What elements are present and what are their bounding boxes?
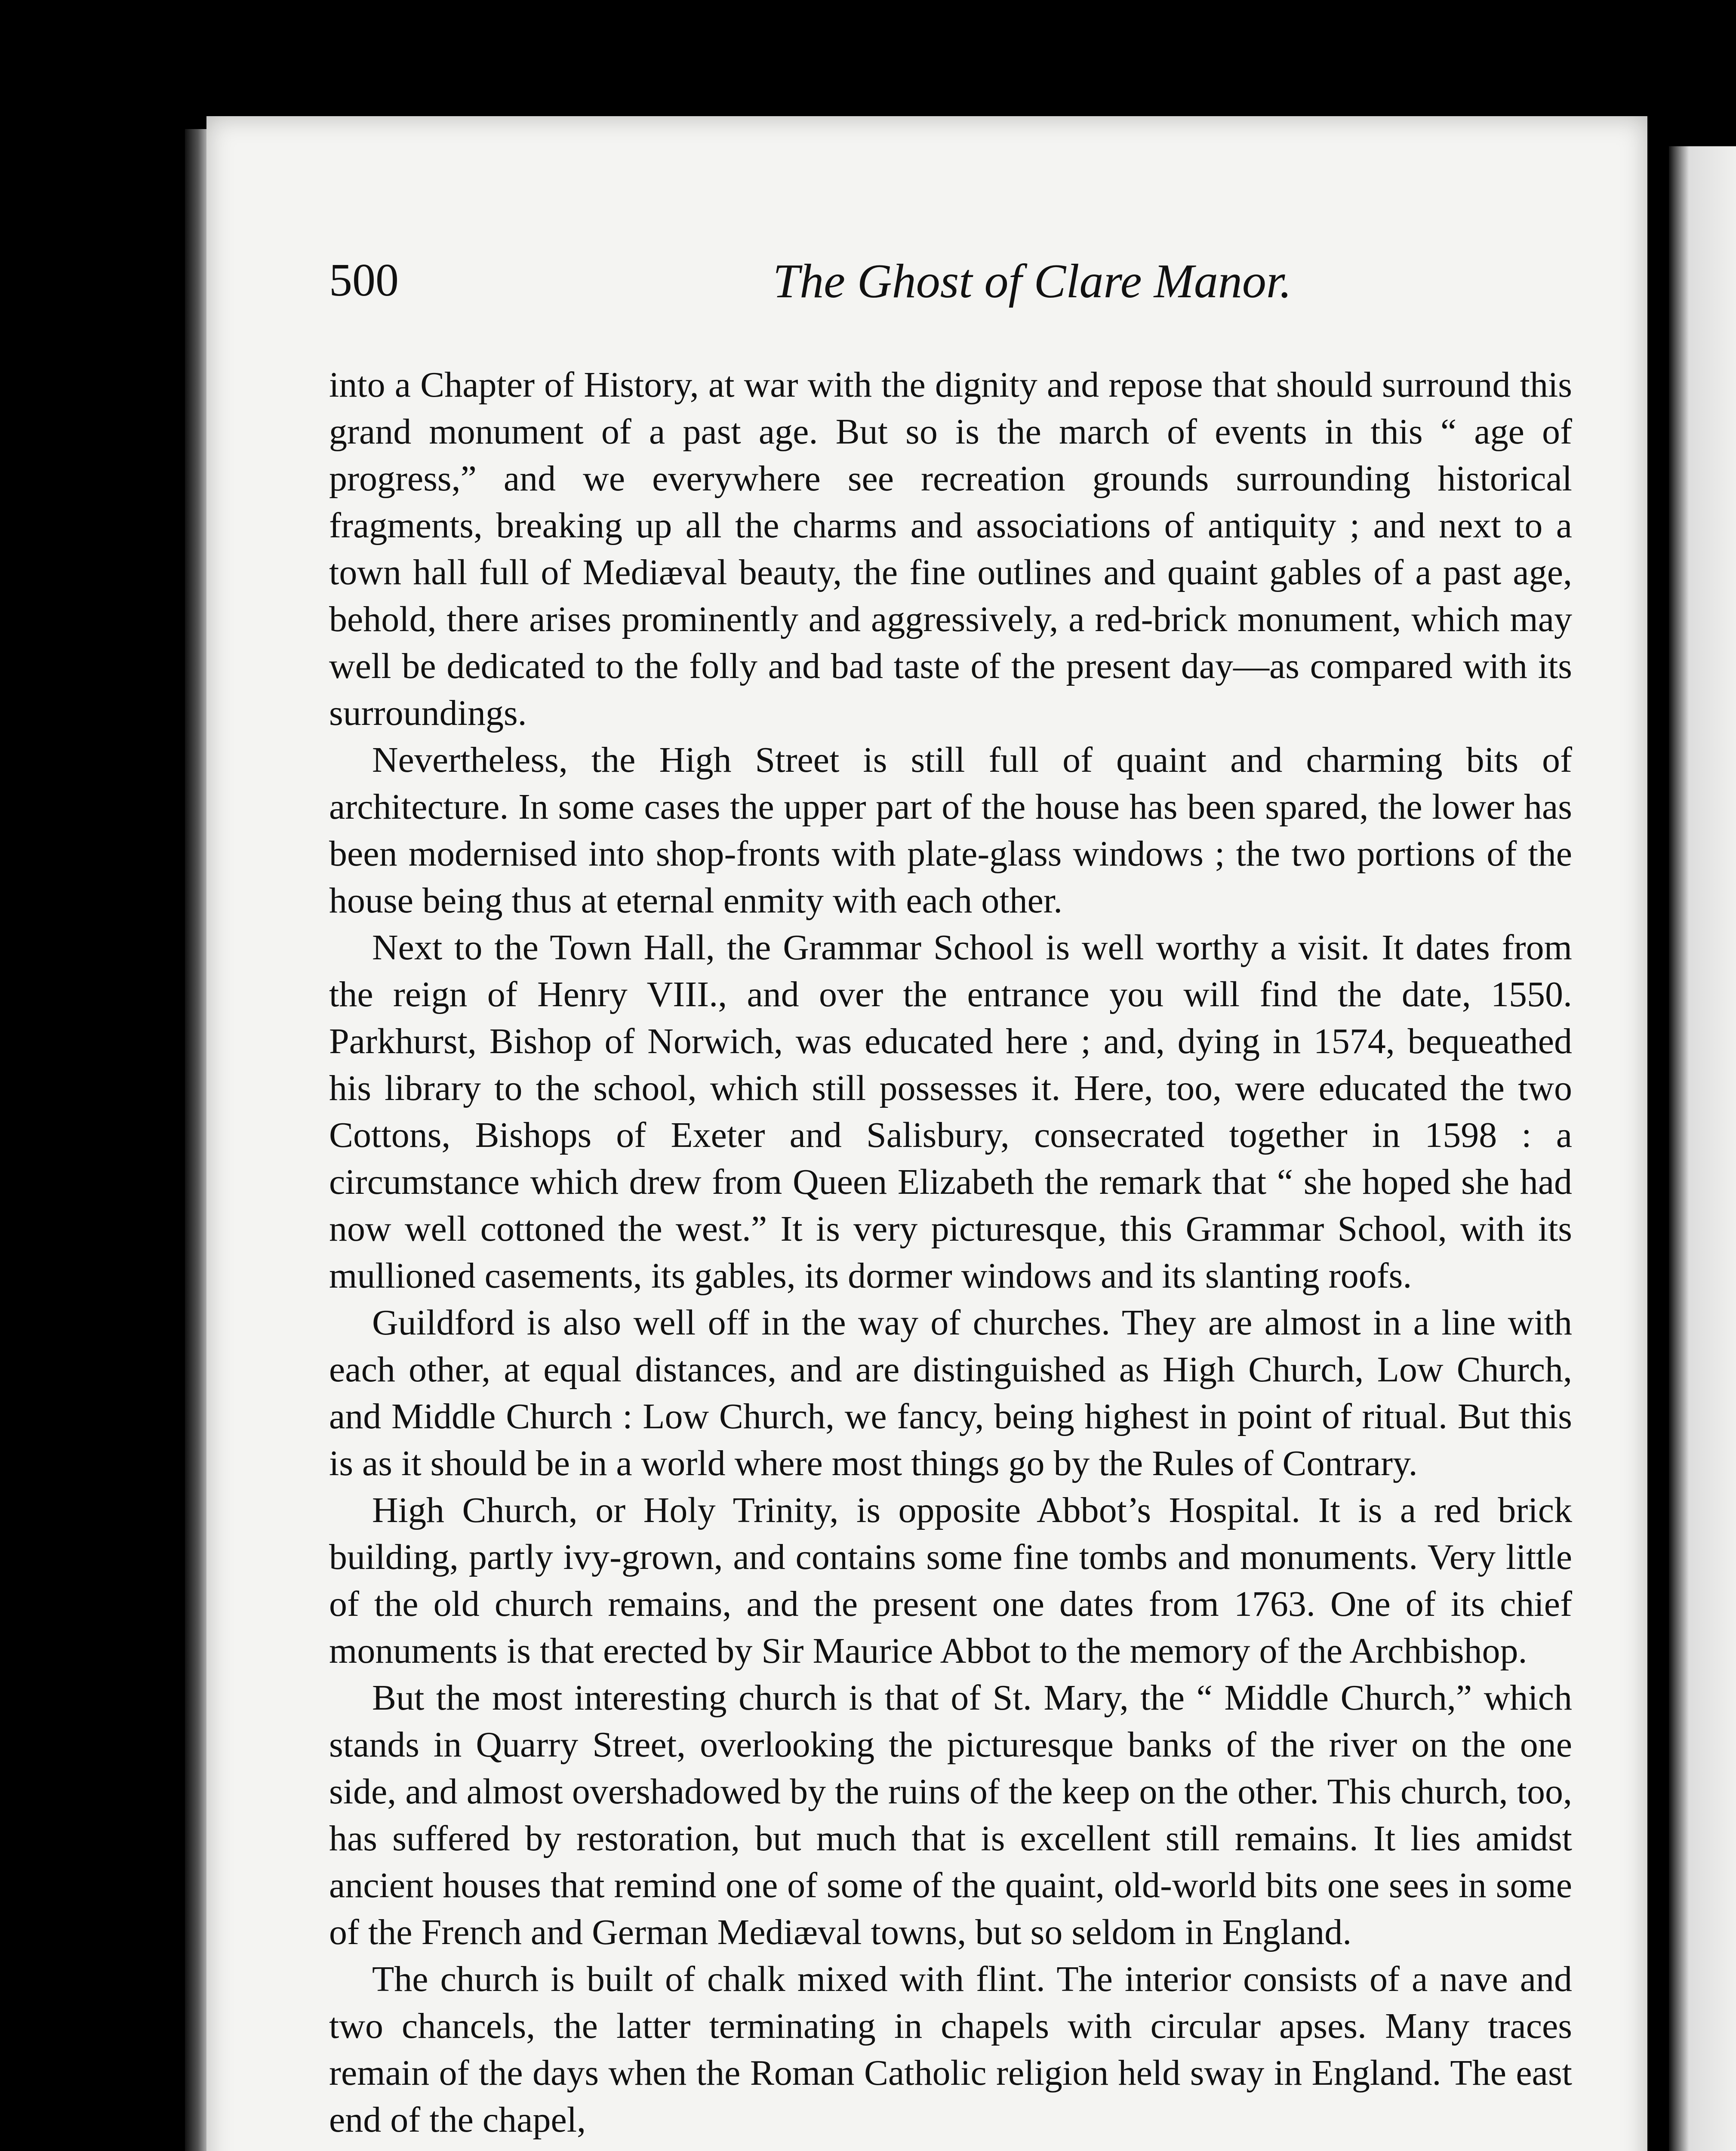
paragraph: Guildford is also well off in the way of churches. They are almost in a line with each other, at equal distances, and are distinguished as High Church, Low Church, and Middle Church : Low Church, we fancy, being highest in point of ritual. But this is as it should be in a world where most things go by the Rules of Contrary. (329, 1303, 1572, 1483)
page-number: 500 (329, 255, 399, 306)
book-page (206, 116, 1647, 2151)
adjacent-page-edge (1669, 146, 1736, 2151)
running-head (329, 254, 1585, 314)
body-text (329, 361, 1572, 2143)
paragraph: High Church, or Holy Trinity, is opposite Abbot’s Hospital. It is a red brick building, partly ivy-grown, and contains some fine tombs and monuments. Very little of the old church remains, and the present one dates from 1763. One of its chief monuments is that erected by Sir Maurice Abbot to the memory of the Archbishop. (329, 1490, 1572, 1671)
paragraph: into a Chapter of History, at war with the dignity and repose that should surround this grand monument of a past age. But so is the march of events in this “ age of progress,” and we everywhere see recreation grounds surrounding historical fragments, breaking up all the charms and associations of antiquity ; and next to a town hall full of Mediæval beauty, the fine outlines and quaint gables of a past age, behold, there arises prominently and aggressively, a red-brick monument, which may well be dedicated to the folly and bad taste of the present day—as compared with its surroundings. (329, 365, 1572, 733)
paragraph: Nevertheless, the High Street is still full of quaint and charming bits of architecture. In some cases the upper part of the house has been spared, the lower has been modernised into shop-fronts with plate-glass windows ; the two portions of the house being thus at eternal enmity with each other. (329, 740, 1572, 921)
paragraph: Next to the Town Hall, the Grammar School is well worthy a visit. It dates from the reign of Henry VIII., and over the entrance you will find the date, 1550. Parkhurst, Bishop of Norwich, was educated here ; and, dying in 1574, bequeathed his library to the school, which still possesses it. Here, too, were educated the two Cottons, Bishops of Exeter and Salisbury, consecrated together in 1598 : a circumstance which drew from Queen Elizabeth the remark that “ she hoped she had now well cottoned the west.” It is very picturesque, this Grammar School, with its mullioned casements, its gables, its dormer windows and its slanting roofs. (329, 928, 1572, 1296)
running-title: The Ghost of Clare Manor. (773, 255, 1292, 308)
paragraph: The church is built of chalk mixed with flint. The interior consists of a nave and two chancels, the latter terminating in chapels with circular apses. Many traces remain of the days when the Roman Catholic religion held sway in England. The east end of the chapel, (329, 1959, 1572, 2140)
page-gutter-shadow (185, 129, 206, 2151)
paragraph: But the most interesting church is that of St. Mary, the “ Middle Church,” which stands in Quarry Street, overlooking the picturesque banks of the river on the one side, and almost overshadowed by the ruins of the keep on the other. This church, too, has suffered by restoration, but much that is excellent still remains. It lies amidst ancient houses that remind one of some of the quaint, old-world bits one sees in some of the French and German Mediæval towns, but so seldom in England. (329, 1678, 1572, 1952)
